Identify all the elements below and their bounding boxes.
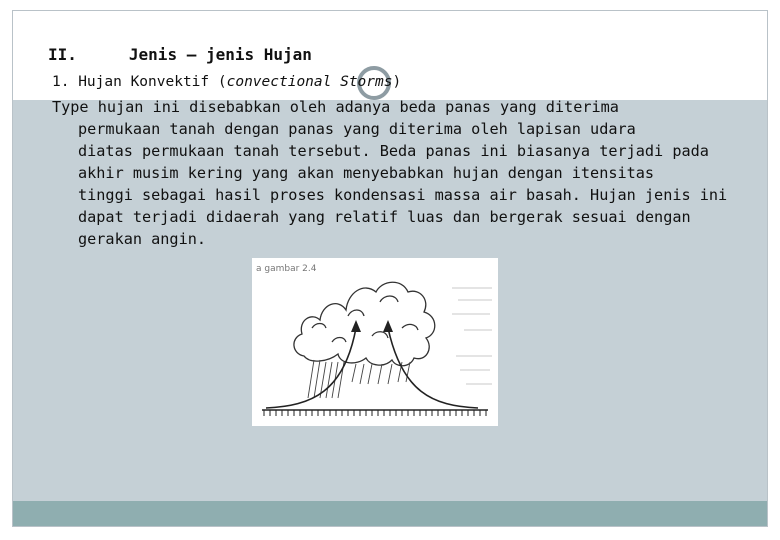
convective-rain-figure bbox=[252, 258, 498, 426]
paragraph-line: permukaan tanah dengan panas yang diterima oleh lapisan udara bbox=[78, 120, 636, 138]
subsection-heading bbox=[52, 74, 401, 90]
paragraph-line: diatas permukaan tanah tersebut. Beda panas ini biasanya terjadi pada bbox=[78, 142, 709, 160]
subsection-suffix: ) bbox=[392, 74, 402, 90]
paragraph-line: gerakan angin. bbox=[78, 230, 207, 248]
section-heading bbox=[48, 45, 312, 64]
paragraph-line: tinggi sebagai hasil proses kondensasi massa air basah. Hujan jenis ini bbox=[78, 186, 728, 204]
section-title: Jenis – jenis Hujan bbox=[128, 45, 312, 64]
slide-footer-band bbox=[13, 501, 767, 526]
paragraph-line: akhir musim kering yang akan menyebabkan hujan dengan itensitas bbox=[78, 164, 655, 182]
subsection-prefix: 1. Hujan Konvektif ( bbox=[52, 74, 227, 90]
convective-rain-illustration-icon bbox=[252, 258, 498, 426]
subsection-italic-term: convectional Storms bbox=[226, 74, 393, 90]
paragraph-line: Type hujan ini disebabkan oleh adanya beda panas yang diterima bbox=[52, 98, 619, 116]
body-paragraph bbox=[52, 96, 752, 250]
paragraph-line: dapat terjadi didaerah yang relatif luas dan bergerak sesuai dengan bbox=[78, 208, 691, 226]
section-number: II. bbox=[48, 45, 77, 64]
figure-caption-fragment: a gambar 2.4 bbox=[256, 264, 317, 274]
